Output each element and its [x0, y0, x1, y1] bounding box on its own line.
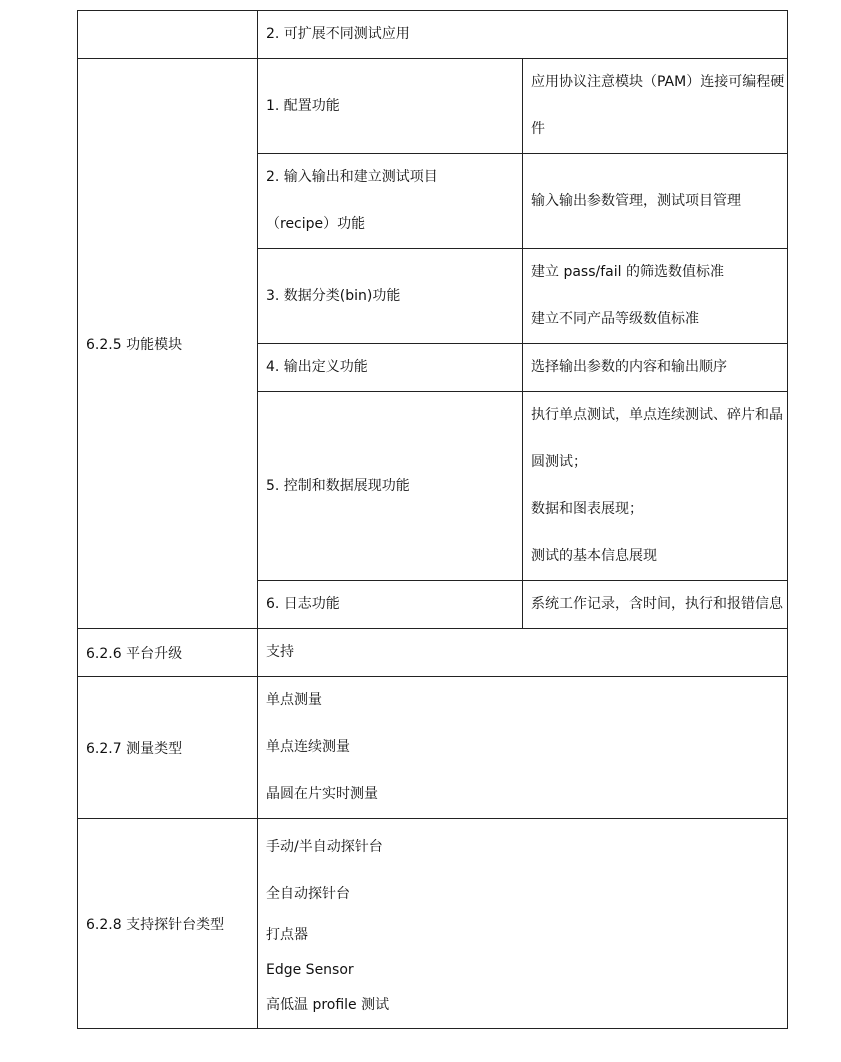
prober-type-item: Edge Sensor — [266, 962, 354, 978]
function-desc-line: 测试的基本信息展现 — [531, 548, 657, 564]
function-desc-cell — [523, 344, 788, 392]
function-desc-line: 输入输出参数管理，测试项目管理 — [531, 192, 741, 209]
measure-type-item: 晶圆在片实时测量 — [266, 786, 378, 802]
prober-type-item: 高低温 profile 测试 — [266, 997, 390, 1013]
function-name: 1. 配置功能 — [266, 97, 340, 114]
section-label-text: 6.2.5 功能模块 — [86, 336, 183, 353]
function-desc-cell — [523, 154, 788, 249]
section-value-cell — [258, 677, 788, 819]
section-label-6-2-7 — [78, 677, 258, 819]
spec-table — [77, 10, 788, 1029]
section-value-cell — [258, 819, 788, 1029]
measure-type-item: 单点连续测量 — [266, 739, 350, 755]
function-name-cell — [258, 154, 523, 249]
function-desc-line: 应用协议注意模块（PAM）连接可编程硬 — [531, 74, 785, 90]
table-row — [78, 11, 788, 59]
function-desc-line: 建立 pass/fail 的筛选数值标准 — [531, 264, 724, 280]
section-value-cell — [258, 629, 788, 677]
function-desc-line: 圆测试； — [531, 454, 587, 470]
feature-text: 2. 可扩展不同测试应用 — [266, 26, 410, 42]
section-label-6-2-6 — [78, 629, 258, 677]
empty-cell — [78, 11, 258, 59]
function-name: 6. 日志功能 — [266, 596, 340, 612]
function-name: 4. 输出定义功能 — [266, 359, 368, 375]
function-desc-line: 数据和图表展现； — [531, 501, 643, 517]
function-name: （recipe）功能 — [266, 216, 366, 232]
function-name-cell — [258, 392, 523, 581]
function-name-cell — [258, 249, 523, 344]
function-desc-cell — [523, 249, 788, 344]
section-value: 支持 — [266, 644, 294, 660]
prober-type-item: 全自动探针台 — [266, 886, 350, 902]
function-desc-line: 建立不同产品等级数值标准 — [531, 311, 699, 327]
function-name: 3. 数据分类(bin)功能 — [266, 287, 401, 304]
section-label-text: 6.2.6 平台升级 — [86, 645, 183, 662]
function-desc-cell — [523, 392, 788, 581]
table-row — [78, 819, 788, 1029]
table-row — [78, 629, 788, 677]
function-desc-line: 系统工作记录，含时间，执行和报错信息 — [531, 596, 783, 612]
function-name: 2. 输入输出和建立测试项目 — [266, 169, 438, 185]
function-name-cell — [258, 59, 523, 154]
function-name: 5. 控制和数据展现功能 — [266, 477, 410, 494]
function-desc-cell — [523, 59, 788, 154]
feature-cell — [258, 11, 788, 59]
function-name-cell — [258, 344, 523, 392]
function-desc-line: 件 — [531, 121, 545, 137]
table-row — [78, 59, 788, 154]
section-label-6-2-8 — [78, 819, 258, 1029]
function-desc-line: 选择输出参数的内容和输出顺序 — [531, 359, 727, 375]
measure-type-item: 单点测量 — [266, 692, 322, 708]
section-label-6-2-5 — [78, 59, 258, 629]
function-desc-line: 执行单点测试，单点连续测试、碎片和晶 — [531, 407, 783, 423]
table-row — [78, 677, 788, 819]
prober-type-item: 手动/半自动探针台 — [266, 839, 383, 855]
function-name-cell — [258, 581, 523, 629]
section-label-text: 6.2.7 测量类型 — [86, 740, 183, 757]
function-desc-cell — [523, 581, 788, 629]
section-label-text: 6.2.8 支持探针台类型 — [86, 916, 225, 933]
prober-type-item: 打点器 — [266, 927, 308, 943]
